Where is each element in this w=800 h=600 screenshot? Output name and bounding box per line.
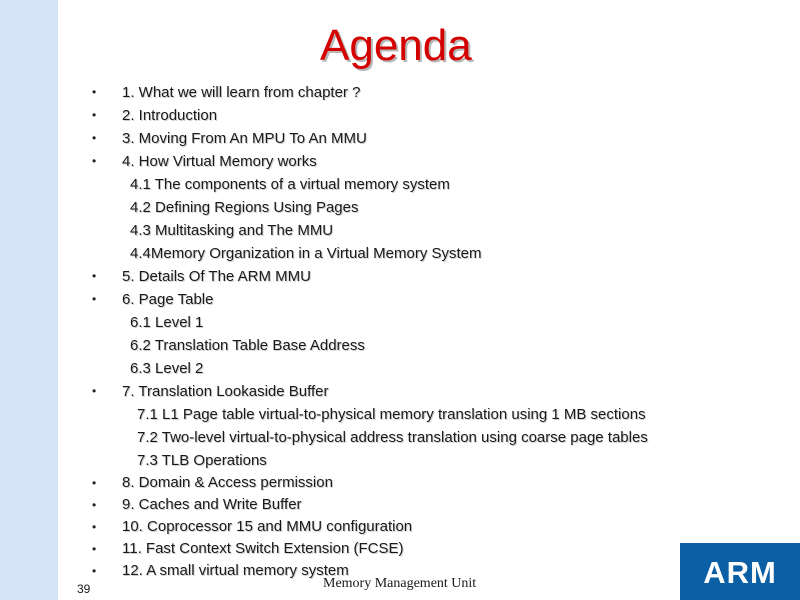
agenda-item-text: 4.1 The components of a virtual memory system <box>130 176 450 193</box>
agenda-item-text: 1. What we will learn from chapter ? <box>122 84 361 101</box>
bullet-icon: • <box>92 542 97 556</box>
agenda-item <box>0 150 800 173</box>
page-number: 39 <box>77 582 91 596</box>
agenda-item-text: 11. Fast Context Switch Extension (FCSE) <box>122 540 404 557</box>
agenda-item-text: 7.1 L1 Page table virtual-to-physical memory translation using 1 MB sections <box>137 406 646 423</box>
arm-logo <box>680 543 800 600</box>
agenda-item <box>0 334 800 357</box>
bullet-icon: • <box>92 108 97 122</box>
bullet-icon: • <box>92 269 97 283</box>
agenda-item <box>0 196 800 219</box>
slide-title: Agenda <box>320 21 472 70</box>
bullet-icon: • <box>92 520 97 534</box>
agenda-item <box>0 357 800 380</box>
agenda-item <box>0 219 800 242</box>
agenda-item-text: 10. Coprocessor 15 and MMU configuration <box>122 518 413 535</box>
arm-logo-wordmark <box>692 557 788 587</box>
agenda-item-text: 6. Page Table <box>122 291 214 308</box>
agenda-item-text: 4.3 Multitasking and The MMU <box>130 222 334 239</box>
agenda-item-text: 5. Details Of The ARM MMU <box>122 268 311 285</box>
agenda-item-text: 6.1 Level 1 <box>130 314 204 331</box>
agenda-list <box>0 81 800 582</box>
agenda-item-text: 6.2 Translation Table Base Address <box>130 337 365 354</box>
agenda-item <box>0 81 800 104</box>
agenda-item-text: 9. Caches and Write Buffer <box>122 496 302 513</box>
agenda-item-text: 4.2 Defining Regions Using Pages <box>130 199 359 216</box>
bullet-icon: • <box>92 476 97 490</box>
bullet-icon: • <box>92 564 97 578</box>
agenda-item <box>0 265 800 288</box>
agenda-item <box>0 516 800 538</box>
bullet-icon: • <box>92 131 97 145</box>
agenda-item <box>0 173 800 196</box>
agenda-item <box>0 127 800 150</box>
agenda-item <box>0 472 800 494</box>
agenda-item-text: 7.3 TLB Operations <box>137 452 267 469</box>
bullet-icon: • <box>92 292 97 306</box>
agenda-item-text: 12. A small virtual memory system <box>122 562 349 579</box>
agenda-item <box>0 426 800 449</box>
agenda-item <box>0 242 800 265</box>
bullet-icon: • <box>92 498 97 512</box>
agenda-item-text: 3. Moving From An MPU To An MMU <box>122 130 367 147</box>
bullet-icon: • <box>92 154 97 168</box>
agenda-item-text: 6.3 Level 2 <box>130 360 204 377</box>
agenda-item <box>0 403 800 426</box>
agenda-item-text: 2. Introduction <box>122 107 218 124</box>
agenda-item <box>0 104 800 127</box>
agenda-item-text: 7.2 Two-level virtual-to-physical address translation using coarse page tables <box>137 429 648 446</box>
agenda-item <box>0 380 800 403</box>
agenda-item <box>0 449 800 472</box>
bullet-icon: • <box>92 384 97 398</box>
agenda-item-text: 7. Translation Lookaside Buffer <box>122 383 329 400</box>
agenda-item <box>0 311 800 334</box>
footer-text: Memory Management Unit <box>323 576 477 591</box>
agenda-item-text: 4. How Virtual Memory works <box>122 153 317 170</box>
agenda-item <box>0 288 800 311</box>
svg-text:ARM: ARM <box>703 556 777 587</box>
bullet-icon: • <box>92 85 97 99</box>
agenda-item <box>0 494 800 516</box>
agenda-item-text: 4.4Memory Organization in a Virtual Memory System <box>130 245 482 262</box>
agenda-item-text: 8. Domain & Access permission <box>122 474 333 491</box>
